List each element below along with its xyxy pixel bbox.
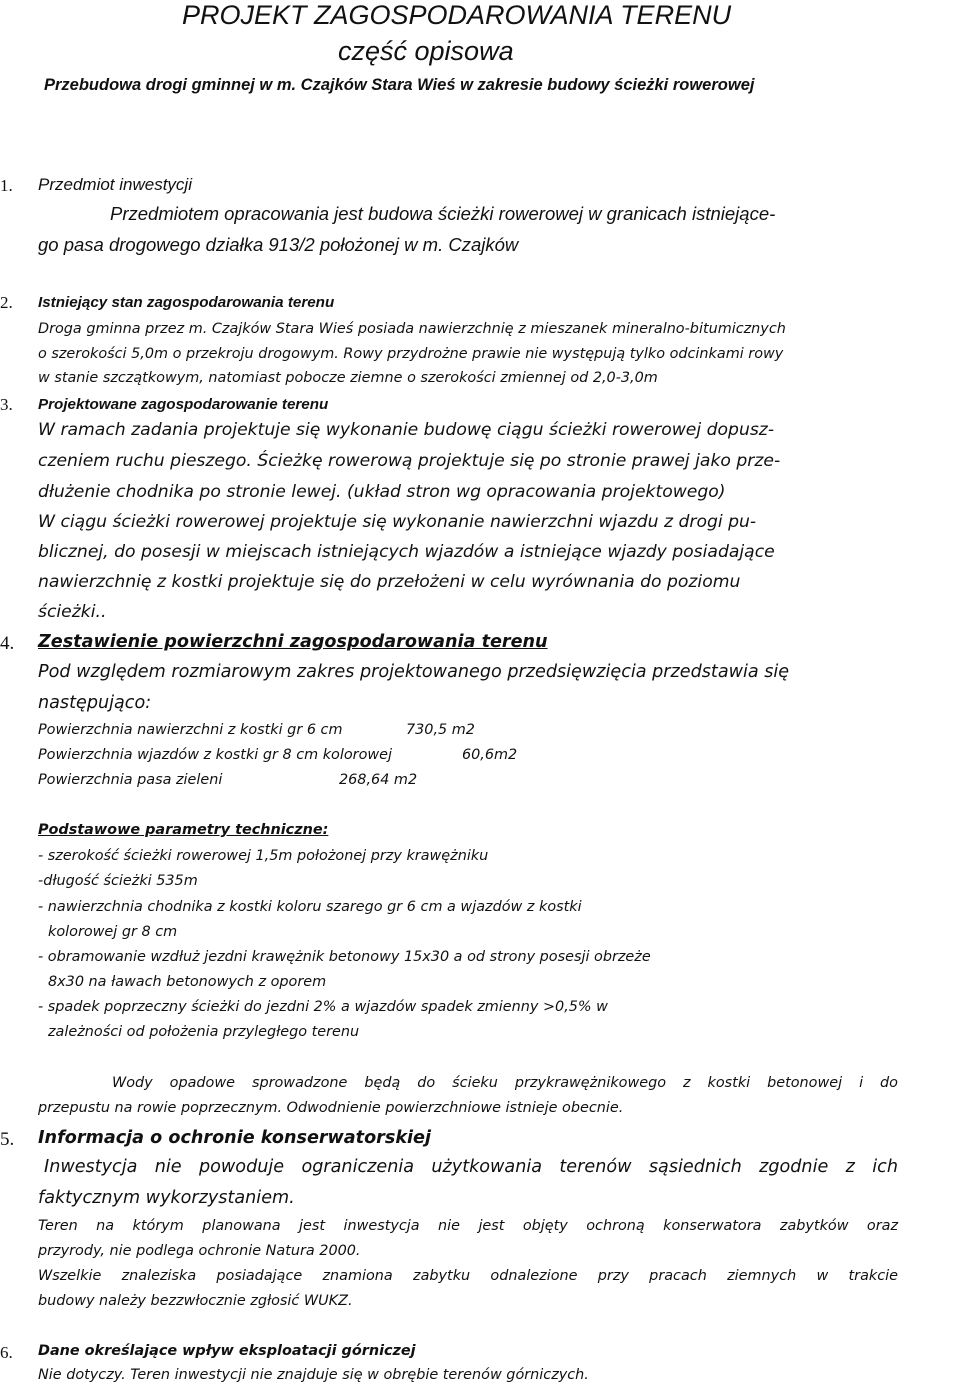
section-5-line-3: Teren na którym planowana jest inwestycja nie jest objęty ochroną konserwatora zabytków oraz: [38, 1218, 898, 1234]
section-4-intro-1: Pod względem rozmiarowym zakres projektowanego przedsięwzięcia przedstawia się: [38, 662, 790, 682]
section-5-number: 5.: [0, 1129, 15, 1150]
section-5-line-1: Inwestycja nie powoduje ograniczenia użytkowania terenów sąsiednich zgodnie z ich: [44, 1157, 898, 1177]
section-4-title: Zestawienie powierzchni zagospodarowania terenu: [38, 632, 548, 652]
section-6-number: 6.: [0, 1343, 13, 1362]
area-value: 268,64 m2: [339, 772, 418, 788]
section-1-title: Przedmiot inwestycji: [38, 175, 192, 194]
area-label: Powierzchnia nawierzchni z kostki gr 6 cm: [38, 722, 343, 738]
section-3-line-7: ścieżki..: [38, 602, 107, 622]
section-1-number: 1.: [0, 176, 13, 195]
param-line: - szerokość ścieżki rowerowej 1,5m położonej przy krawężniku: [38, 848, 489, 864]
document-subtitle: część opisowa: [338, 36, 514, 66]
document-description: Przebudowa drogi gminnej w m. Czajków Stara Wieś w zakresie budowy ścieżki rowerowej: [44, 76, 755, 94]
param-line: - obramowanie wzdłuż jezdni krawężnik betonowy 15x30 a od strony posesji obrzeże: [38, 949, 651, 965]
section-3-number: 3.: [0, 395, 13, 414]
section-3-line-2: czeniem ruchu pieszego. Ścieżkę rowerową projektuje się po stronie prawej jako prze-: [38, 451, 781, 471]
param-line: kolorowej gr 8 cm: [48, 924, 178, 940]
section-5-line-5: Wszelkie znaleziska posiadające znamiona zabytku odnalezione przy pracach ziemnych w trakcie: [38, 1268, 898, 1284]
section-3-line-5: blicznej, do posesji w miejscach istniejących wjazdów a istniejące wjazdy posiadające: [38, 542, 775, 562]
area-value: 60,6m2: [462, 747, 518, 763]
param-line: 8x30 na ławach betonowych z oporem: [48, 974, 327, 990]
section-5-line-2: faktycznym wykorzystaniem.: [38, 1188, 295, 1208]
section-5-title: Informacja o ochronie konserwatorskiej: [38, 1128, 432, 1148]
section-3-title: Projektowane zagospodarowanie terenu: [38, 396, 329, 413]
param-line: - spadek poprzeczny ścieżki do jezdni 2% a wjazdów spadek zmienny >0,5% w: [38, 999, 608, 1015]
section-2-title: Istniejący stan zagospodarowania terenu: [38, 294, 335, 311]
section-5-line-4: przyrody, nie podlega ochronie Natura 2000.: [38, 1243, 361, 1259]
section-4-intro-2: następująco:: [38, 693, 152, 713]
param-line: - nawierzchnia chodnika z kostki koloru szarego gr 6 cm a wjazdów z kostki: [38, 899, 582, 915]
params-title: Podstawowe parametry techniczne:: [38, 822, 329, 838]
section-4-number: 4.: [0, 633, 15, 654]
area-label: Powierzchnia pasa zieleni: [38, 772, 223, 788]
section-2-line-1: Droga gminna przez m. Czajków Stara Wieś posiada nawierzchnię z mieszanek mineralno-bitumicznych: [38, 321, 786, 337]
section-3-line-3: dłużenie chodnika po stronie lewej. (układ stron wg opracowania projektowego): [38, 482, 726, 502]
section-1-line-1: Przedmiotem opracowania jest budowa ścieżki rowerowej w granicach istniejące-: [110, 203, 776, 224]
section-2-line-2: o szerokości 5,0m o przekroju drogowym. Rowy przydrożne prawie nie występują tylko odcinkami rowy: [38, 346, 784, 362]
param-line: -długość ścieżki 535m: [38, 873, 198, 889]
section-3-line-4: W ciągu ścieżki rowerowej projektuje się wykonanie nawierzchni wjazdu z drogi pu-: [38, 512, 757, 532]
area-value: 730,5 m2: [406, 722, 475, 738]
section-6-line: Nie dotyczy. Teren inwestycji nie znajduje się w obrębie terenów górniczych.: [38, 1367, 589, 1383]
area-label: Powierzchnia wjazdów z kostki gr 8 cm kolorowej: [38, 747, 392, 763]
section-2-line-3: w stanie szczątkowym, natomiast pobocze ziemne o szerokości zmiennej od 2,0-3,0m: [38, 370, 658, 386]
section-1-line-2: go pasa drogowego działka 913/2 położonej w m. Czajków: [38, 234, 519, 255]
document-title: PROJEKT ZAGOSPODAROWANIA TERENU: [182, 0, 732, 30]
section-5-line-6: budowy należy bezzwłocznie zgłosić WUKZ.: [38, 1293, 353, 1309]
section-3-line-6: nawierzchnię z kostki projektuje się do przełożeni w celu wyrównania do poziomu: [38, 572, 741, 592]
param-line: zależności od położenia przyległego terenu: [48, 1024, 360, 1040]
section-3-line-1: W ramach zadania projektuje się wykonanie budowę ciągu ścieżki rowerowej dopusz-: [38, 420, 775, 440]
drainage-line-1: Wody opadowe sprowadzone będą do ścieku przykrawężnikowego z kostki betonowej i do: [112, 1075, 898, 1091]
drainage-line-2: przepustu na rowie poprzecznym. Odwodnienie powierzchniowe istnieje obecnie.: [38, 1100, 624, 1116]
section-2-number: 2.: [0, 293, 13, 312]
section-6-title: Dane określające wpływ eksploatacji górniczej: [38, 1343, 416, 1359]
